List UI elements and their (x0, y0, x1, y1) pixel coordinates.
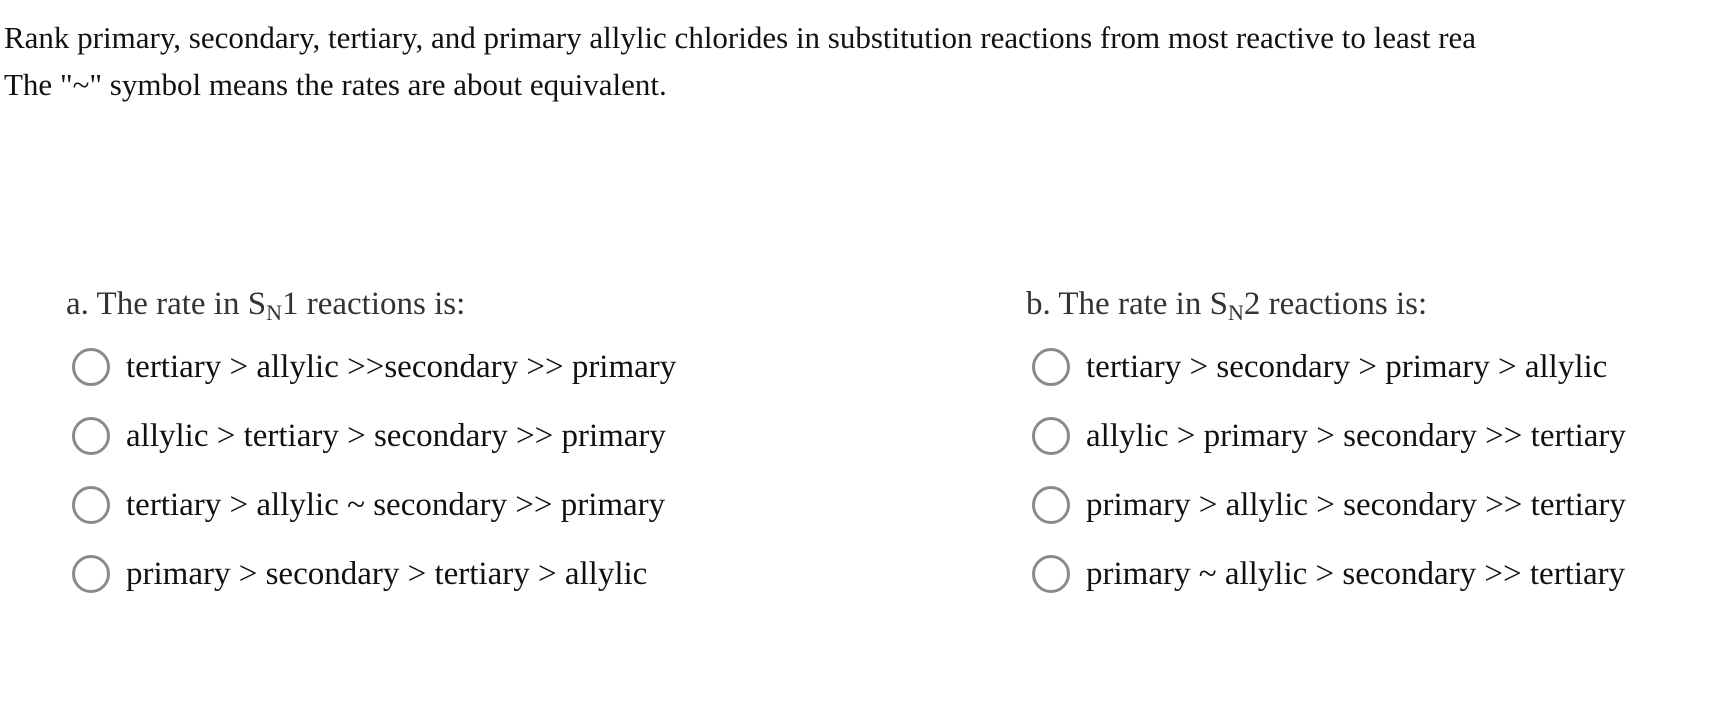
question-a-option-2[interactable] (66, 401, 826, 470)
question-b-option-3[interactable] (1026, 470, 1714, 539)
option-label: allylic > primary > secondary >> tertiary (1086, 417, 1626, 454)
question-instructions (4, 14, 1714, 108)
radio-button[interactable] (72, 417, 110, 455)
question-a-title-prefix: a. The rate in S (66, 286, 267, 322)
question-b-option-2[interactable] (1026, 401, 1714, 470)
instructions-line-1: Rank primary, secondary, tertiary, and primary allylic chlorides in substitution reactions from most reactive to least rea (4, 20, 1477, 55)
radio-button[interactable] (1032, 348, 1070, 386)
option-label: primary > secondary > tertiary > allylic (126, 555, 648, 592)
radio-button[interactable] (1032, 486, 1070, 524)
question-b (1026, 284, 1714, 608)
question-a-options (66, 332, 826, 608)
question-a (66, 284, 826, 608)
question-a-title-suffix: 1 reactions is: (281, 286, 466, 322)
radio-button[interactable] (72, 555, 110, 593)
question-a-title (66, 284, 826, 324)
question-a-option-4[interactable] (66, 539, 826, 608)
radio-button[interactable] (72, 348, 110, 386)
option-label: primary > allylic > secondary >> tertiary (1086, 486, 1626, 523)
question-b-title-prefix: b. The rate in S (1026, 286, 1228, 322)
option-label: tertiary > allylic >>secondary >> primary (126, 348, 677, 385)
question-b-options (1026, 332, 1714, 608)
question-a-title-subscript: N (266, 300, 282, 325)
question-b-option-1[interactable] (1026, 332, 1714, 401)
question-b-title-suffix: 2 reactions is: (1243, 286, 1428, 322)
question-b-title (1026, 284, 1714, 324)
option-label: primary ~ allylic > secondary >> tertiary (1086, 555, 1626, 592)
radio-button[interactable] (72, 486, 110, 524)
question-a-option-3[interactable] (66, 470, 826, 539)
option-label: allylic > tertiary > secondary >> primary (126, 417, 666, 454)
instructions-line-2: The "~" symbol means the rates are about equivalent. (4, 67, 667, 102)
option-label: tertiary > allylic ~ secondary >> primary (126, 486, 666, 523)
radio-button[interactable] (1032, 555, 1070, 593)
radio-button[interactable] (1032, 417, 1070, 455)
question-b-title-subscript: N (1227, 300, 1244, 325)
question-a-option-1[interactable] (66, 332, 826, 401)
option-label: tertiary > secondary > primary > allylic (1086, 348, 1608, 385)
question-b-option-4[interactable] (1026, 539, 1714, 608)
